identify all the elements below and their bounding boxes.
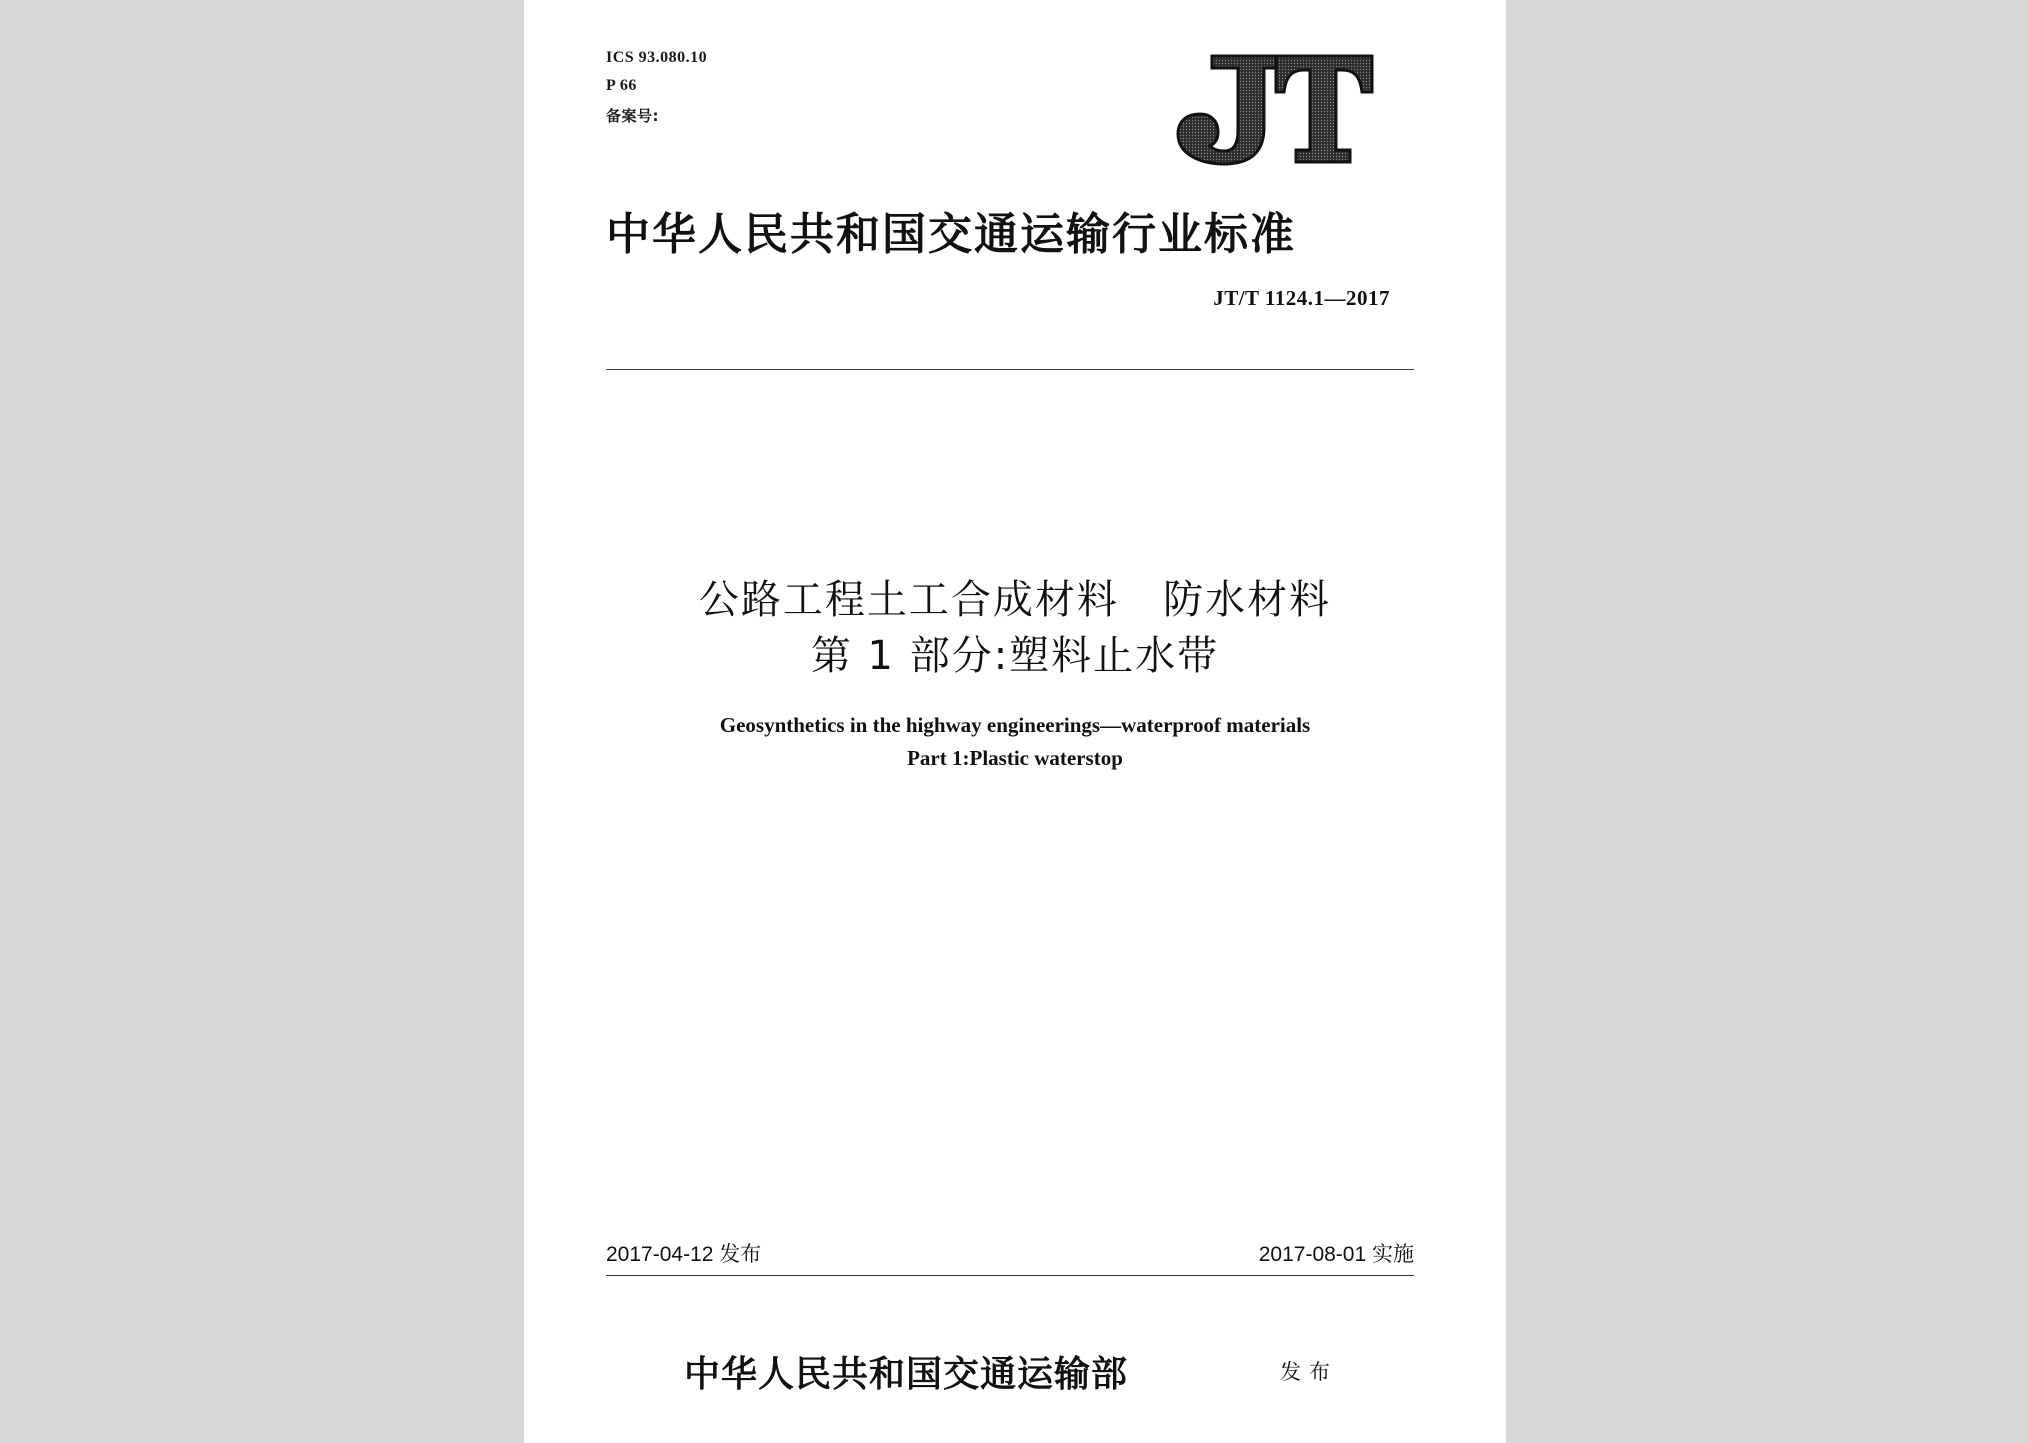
footer-divider — [606, 1275, 1414, 1276]
english-title-line-2: Part 1:Plastic waterstop — [907, 746, 1123, 770]
issue-date: 2017-04-12 发布 — [606, 1243, 762, 1266]
ics-code: ICS 93.080.10 — [606, 49, 708, 66]
jt-logo — [1164, 50, 1384, 168]
publisher-name: 中华人民共和国交通运输部 — [684, 1353, 1129, 1395]
industry-standard-title: 中华人民共和国交通运输行业标准 — [606, 209, 1296, 260]
document-page — [524, 0, 1506, 1443]
english-title-line-1: Geosynthetics in the highway engineerings—waterproof materials — [719, 713, 1311, 737]
standard-number: JT/T 1124.1—2017 — [1213, 286, 1390, 310]
classification-code: P 66 — [606, 77, 637, 94]
record-number-label: 备案号: — [606, 107, 659, 125]
header-divider — [606, 369, 1414, 370]
chinese-title-line-1: 公路工程土工合成材料 防水材料 — [698, 577, 1332, 623]
jt-logo-text: JT — [1164, 50, 1165, 51]
publish-label: 发布 — [1280, 1360, 1338, 1384]
chinese-title-line-2: 第 1 部分:塑料止水带 — [810, 633, 1220, 679]
implementation-date: 2017-08-01 实施 — [1258, 1243, 1414, 1266]
